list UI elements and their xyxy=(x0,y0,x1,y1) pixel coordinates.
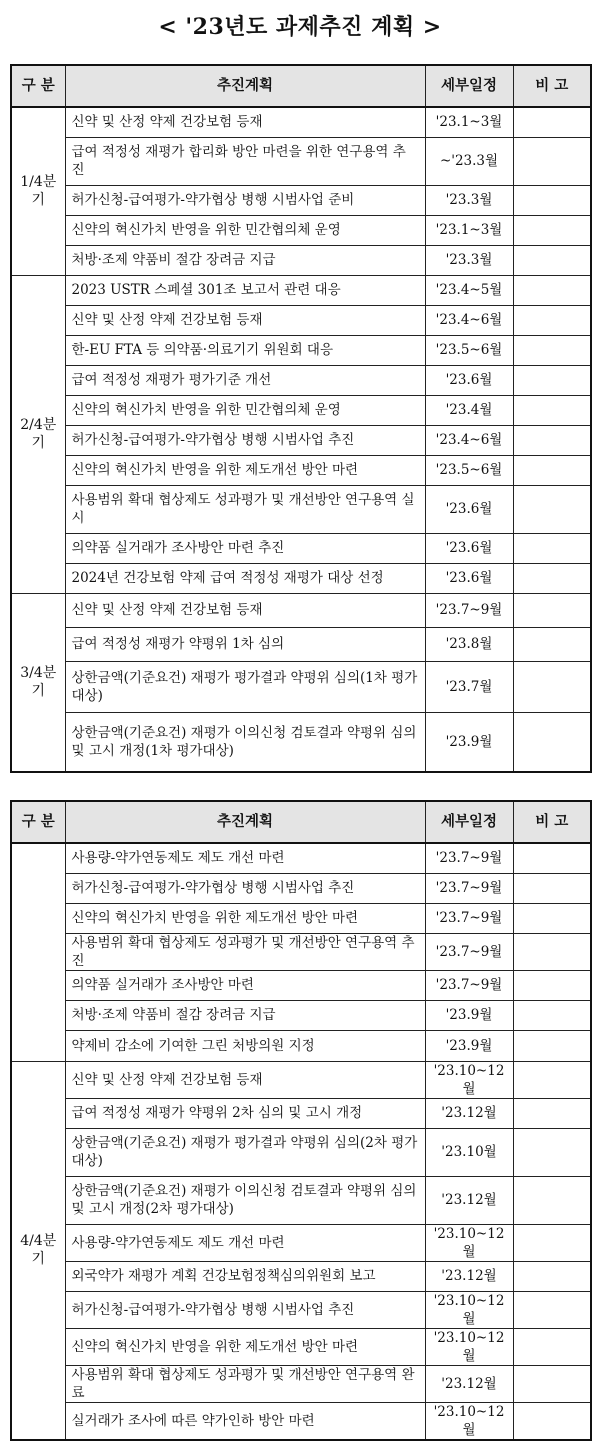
table-row xyxy=(11,903,591,933)
schedule-cell: '23.12월 xyxy=(425,1261,513,1291)
table-row xyxy=(11,970,591,1000)
table-row xyxy=(11,395,591,425)
task-cell: 급여 적정성 재평가 약평위 1차 심의 xyxy=(65,627,425,661)
schedule-cell: '23.4~5월 xyxy=(425,275,513,305)
quarter-label: 1/4분기 xyxy=(11,107,65,275)
note-cell xyxy=(513,970,591,1000)
task-cell: 외국약가 재평가 계획 건강보험정책심의위원회 보고 xyxy=(65,1261,425,1291)
table-row xyxy=(11,1098,591,1128)
task-cell: 급여 적정성 재평가 합리화 방안 마련을 위한 연구용역 추진 xyxy=(65,137,425,185)
schedule-cell: '23.1~3월 xyxy=(425,215,513,245)
note-cell xyxy=(513,107,591,137)
note-cell xyxy=(513,305,591,335)
plan-table-2 xyxy=(10,800,592,1441)
schedule-cell: '23.4~6월 xyxy=(425,425,513,455)
table-row xyxy=(11,661,591,712)
table-row xyxy=(11,1261,591,1291)
note-cell xyxy=(513,455,591,485)
note-cell xyxy=(513,1030,591,1061)
note-cell xyxy=(513,215,591,245)
task-cell: 상한금액(기준요건) 재평가 이의신청 검토결과 약평위 심의 및 고시 개정(1차 평가대상) xyxy=(65,712,425,772)
task-cell: 상한금액(기준요건) 재평가 이의신청 검토결과 약평위 심의 및 고시 개정(2차 평가대상) xyxy=(65,1176,425,1224)
task-cell: 약제비 감소에 기여한 그린 처방의원 지정 xyxy=(65,1030,425,1061)
quarter-label: 3/4분기 xyxy=(11,593,65,772)
note-cell xyxy=(513,933,591,970)
table-row xyxy=(11,1061,591,1098)
task-cell: 처방·조제 약품비 절감 장려금 지급 xyxy=(65,1000,425,1030)
schedule-cell: '23.7~9월 xyxy=(425,903,513,933)
table-row xyxy=(11,593,591,627)
quarter-label xyxy=(11,843,65,1061)
note-cell xyxy=(513,365,591,395)
task-cell: 의약품 실거래가 조사방안 마련 추진 xyxy=(65,533,425,563)
table-row xyxy=(11,843,591,873)
schedule-cell: '23.8월 xyxy=(425,627,513,661)
table-row xyxy=(11,712,591,772)
table-row xyxy=(11,215,591,245)
task-cell: 상한금액(기준요건) 재평가 평가결과 약평위 심의(1차 평가대상) xyxy=(65,661,425,712)
schedule-cell: '23.6월 xyxy=(425,533,513,563)
schedule-cell: '23.6월 xyxy=(425,563,513,593)
quarter-label: 2/4분기 xyxy=(11,275,65,593)
table-row xyxy=(11,275,591,305)
table-row xyxy=(11,107,591,137)
schedule-cell: '23.12월 xyxy=(425,1098,513,1128)
table-row xyxy=(11,335,591,365)
schedule-cell: '23.12월 xyxy=(425,1365,513,1402)
quarter-label: 4/4분기 xyxy=(11,1061,65,1440)
task-cell: 신약의 혁신가치 반영을 위한 제도개선 방안 마련 xyxy=(65,455,425,485)
table-row xyxy=(11,1176,591,1224)
schedule-cell: '23.12월 xyxy=(425,1176,513,1224)
note-cell xyxy=(513,485,591,533)
task-cell: 신약의 혁신가치 반영을 위한 제도개선 방안 마련 xyxy=(65,903,425,933)
schedule-cell: '23.9월 xyxy=(425,712,513,772)
task-cell: 2024년 건강보험 약제 급여 적정성 재평가 대상 선정 xyxy=(65,563,425,593)
task-cell: 신약의 혁신가치 반영을 위한 제도개선 방안 마련 xyxy=(65,1328,425,1365)
schedule-cell: '23.5~6월 xyxy=(425,335,513,365)
schedule-cell: '23.7~9월 xyxy=(425,593,513,627)
header-plan: 추진계획 xyxy=(65,65,425,107)
table-row xyxy=(11,245,591,275)
task-cell: 의약품 실거래가 조사방안 마련 xyxy=(65,970,425,1000)
note-cell xyxy=(513,903,591,933)
task-cell: 2023 USTR 스페셜 301조 보고서 관련 대응 xyxy=(65,275,425,305)
note-cell xyxy=(513,335,591,365)
table-row xyxy=(11,365,591,395)
schedule-cell: '23.10~12월 xyxy=(425,1291,513,1328)
note-cell xyxy=(513,712,591,772)
task-cell: 상한금액(기준요건) 재평가 평가결과 약평위 심의(2차 평가대상) xyxy=(65,1128,425,1176)
schedule-cell: ~'23.3월 xyxy=(425,137,513,185)
note-cell xyxy=(513,627,591,661)
page-title: < '23년도 과제추진 계획 > xyxy=(158,14,442,40)
task-cell: 사용량-약가연동제도 제도 개선 마련 xyxy=(65,1224,425,1261)
note-cell xyxy=(513,661,591,712)
note-cell xyxy=(513,1291,591,1328)
note-cell xyxy=(513,1224,591,1261)
schedule-cell: '23.9월 xyxy=(425,1030,513,1061)
header-note: 비 고 xyxy=(513,801,591,843)
schedule-cell: '23.4월 xyxy=(425,395,513,425)
table-row xyxy=(11,185,591,215)
task-cell: 급여 적정성 재평가 약평위 2차 심의 및 고시 개정 xyxy=(65,1098,425,1128)
schedule-cell: '23.3월 xyxy=(425,245,513,275)
table-row xyxy=(11,933,591,970)
note-cell xyxy=(513,137,591,185)
schedule-cell: '23.7~9월 xyxy=(425,933,513,970)
task-cell: 사용범위 확대 협상제도 성과평가 및 개선방안 연구용역 추진 xyxy=(65,933,425,970)
task-cell: 허가신청-급여평가-약가협상 병행 시범사업 추진 xyxy=(65,1291,425,1328)
header-schedule: 세부일정 xyxy=(425,801,513,843)
note-cell xyxy=(513,1098,591,1128)
task-cell: 허가신청-급여평가-약가협상 병행 시범사업 추진 xyxy=(65,425,425,455)
task-cell: 급여 적정성 재평가 평가기준 개선 xyxy=(65,365,425,395)
header-plan: 추진계획 xyxy=(65,801,425,843)
note-cell xyxy=(513,1261,591,1291)
note-cell xyxy=(513,1176,591,1224)
schedule-cell: '23.10~12월 xyxy=(425,1402,513,1440)
task-cell: 사용범위 확대 협상제도 성과평가 및 개선방안 연구용역 실시 xyxy=(65,485,425,533)
task-cell: 신약 및 산정 약제 건강보험 등재 xyxy=(65,305,425,335)
schedule-cell: '23.10~12월 xyxy=(425,1061,513,1098)
schedule-cell: '23.10월 xyxy=(425,1128,513,1176)
note-cell xyxy=(513,843,591,873)
table-row xyxy=(11,627,591,661)
note-cell xyxy=(513,1365,591,1402)
note-cell xyxy=(513,1061,591,1098)
task-cell: 신약 및 산정 약제 건강보험 등재 xyxy=(65,593,425,627)
header-category: 구 분 xyxy=(11,65,65,107)
table-row xyxy=(11,533,591,563)
note-cell xyxy=(513,1402,591,1440)
schedule-cell: '23.5~6월 xyxy=(425,455,513,485)
table-row xyxy=(11,455,591,485)
table-row xyxy=(11,305,591,335)
schedule-cell: '23.7~9월 xyxy=(425,873,513,903)
header-category: 구 분 xyxy=(11,801,65,843)
note-cell xyxy=(513,1000,591,1030)
task-cell: 실거래가 조사에 따른 약가인하 방안 마련 xyxy=(65,1402,425,1440)
table-row xyxy=(11,1000,591,1030)
task-cell: 신약 및 산정 약제 건강보험 등재 xyxy=(65,1061,425,1098)
schedule-cell: '23.7월 xyxy=(425,661,513,712)
task-cell: 신약의 혁신가치 반영을 위한 민간협의체 운영 xyxy=(65,215,425,245)
schedule-cell: '23.1~3월 xyxy=(425,107,513,137)
schedule-cell: '23.4~6월 xyxy=(425,305,513,335)
table-row xyxy=(11,1224,591,1261)
note-cell xyxy=(513,185,591,215)
table-row xyxy=(11,425,591,455)
schedule-cell: '23.9월 xyxy=(425,1000,513,1030)
task-cell: 허가신청-급여평가-약가협상 병행 시범사업 준비 xyxy=(65,185,425,215)
schedule-cell: '23.7~9월 xyxy=(425,843,513,873)
note-cell xyxy=(513,425,591,455)
table-row xyxy=(11,873,591,903)
task-cell: 한-EU FTA 등 의약품·의료기기 위원회 대응 xyxy=(65,335,425,365)
table-row xyxy=(11,1365,591,1402)
note-cell xyxy=(513,563,591,593)
table-row xyxy=(11,1030,591,1061)
task-cell: 처방·조제 약품비 절감 장려금 지급 xyxy=(65,245,425,275)
table-row xyxy=(11,137,591,185)
note-cell xyxy=(513,395,591,425)
schedule-cell: '23.10~12월 xyxy=(425,1328,513,1365)
table-row xyxy=(11,563,591,593)
task-cell: 신약의 혁신가치 반영을 위한 민간협의체 운영 xyxy=(65,395,425,425)
schedule-cell: '23.3월 xyxy=(425,185,513,215)
plan-table-1 xyxy=(10,64,592,773)
schedule-cell: '23.6월 xyxy=(425,365,513,395)
header-schedule: 세부일정 xyxy=(425,65,513,107)
note-cell xyxy=(513,1128,591,1176)
table-row xyxy=(11,485,591,533)
task-cell: 허가신청-급여평가-약가협상 병행 시범사업 추진 xyxy=(65,873,425,903)
schedule-cell: '23.6월 xyxy=(425,485,513,533)
table-row xyxy=(11,1128,591,1176)
table-row xyxy=(11,1402,591,1440)
schedule-cell: '23.7~9월 xyxy=(425,970,513,1000)
table-row xyxy=(11,1291,591,1328)
note-cell xyxy=(513,1328,591,1365)
table-row xyxy=(11,1328,591,1365)
schedule-cell: '23.10~12월 xyxy=(425,1224,513,1261)
note-cell xyxy=(513,593,591,627)
task-cell: 사용량-약가연동제도 제도 개선 마련 xyxy=(65,843,425,873)
task-cell: 사용범위 확대 협상제도 성과평가 및 개선방안 연구용역 완료 xyxy=(65,1365,425,1402)
note-cell xyxy=(513,873,591,903)
note-cell xyxy=(513,245,591,275)
task-cell: 신약 및 산정 약제 건강보험 등재 xyxy=(65,107,425,137)
note-cell xyxy=(513,275,591,305)
note-cell xyxy=(513,533,591,563)
header-note: 비 고 xyxy=(513,65,591,107)
